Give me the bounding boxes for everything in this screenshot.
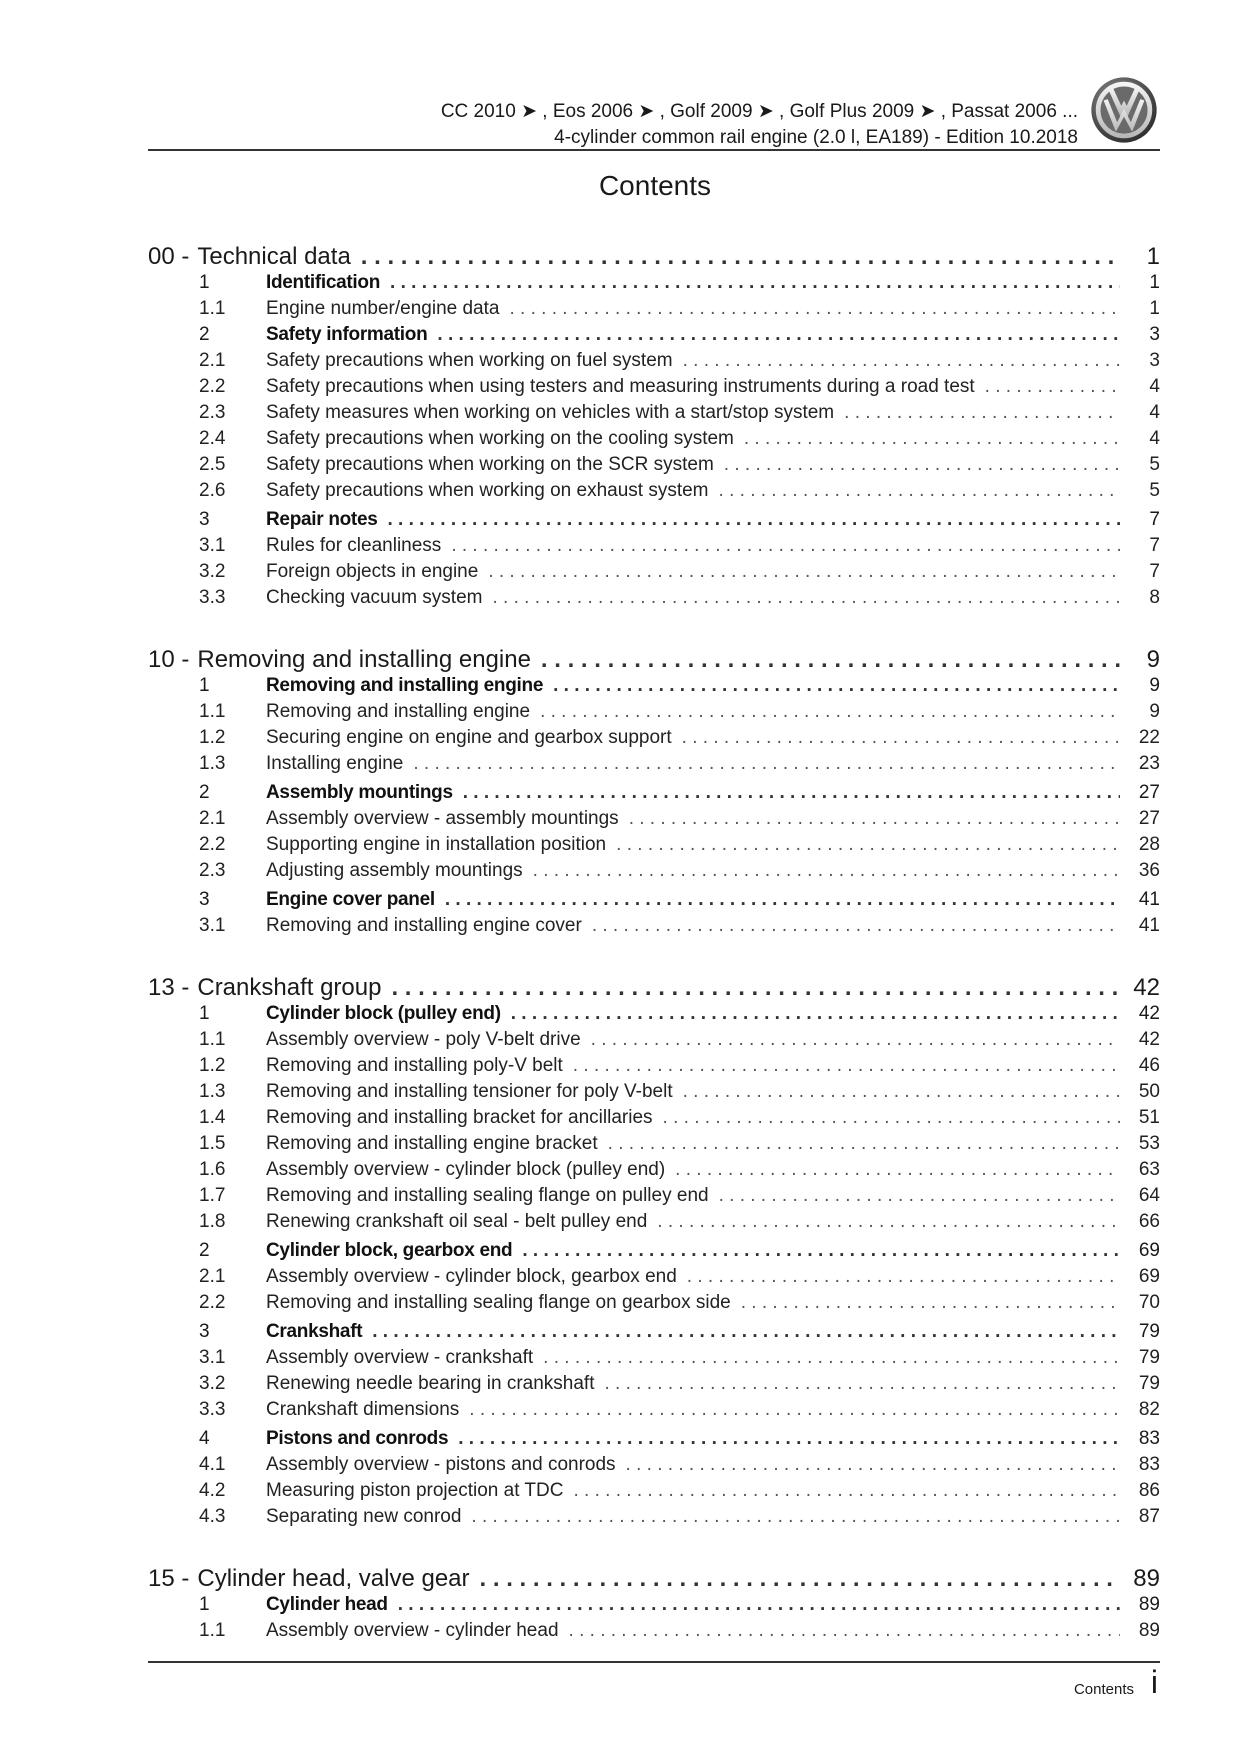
toc-page-number: 42 [1133, 974, 1160, 1001]
vw-logo-icon [1090, 76, 1158, 144]
toc-number: 2.2 [199, 1292, 226, 1313]
toc-entry-sub[interactable] [148, 428, 1160, 454]
toc-title: Securing engine on engine and gearbox support [266, 727, 672, 748]
toc-entry-sub[interactable] [148, 1399, 1160, 1425]
toc-entry-section[interactable] [148, 1321, 1160, 1347]
footer-label: Contents [1073, 1681, 1134, 1698]
toc-entry-sub[interactable] [148, 808, 1160, 834]
header-edition: 4-cylinder common rail engine (2.0 l, EA189) - Edition 10.2018 [554, 127, 1078, 148]
toc-number: 4.2 [199, 1480, 226, 1501]
toc-number: 00 - [148, 243, 190, 270]
toc-page-number: 3 [1149, 350, 1160, 371]
toc-page-number: 5 [1149, 480, 1160, 501]
toc-title: Adjusting assembly mountings [266, 860, 523, 881]
toc-page-number: 41 [1138, 889, 1160, 910]
toc-page-number: 42 [1138, 1003, 1160, 1024]
toc-title: Renewing crankshaft oil seal - belt pulley end [266, 1211, 648, 1232]
toc-title: Safety measures when working on vehicles with a start/stop system [266, 402, 835, 423]
toc-entry-sub[interactable] [148, 561, 1160, 587]
toc-page-number: 79 [1138, 1321, 1160, 1342]
dot-leader [591, 1029, 1120, 1051]
dot-leader [719, 1185, 1120, 1207]
toc-number: 3.1 [199, 535, 226, 556]
toc-entry-sub[interactable] [148, 376, 1160, 402]
toc-number: 1.1 [199, 701, 226, 722]
toc-entry-sub[interactable] [148, 1029, 1160, 1055]
toc-title: Assembly overview - poly V-belt drive [266, 1029, 581, 1050]
toc-entry-section[interactable] [148, 509, 1160, 535]
page-title: Contents [598, 170, 712, 201]
toc-page-number: 8 [1149, 587, 1160, 608]
toc-page-number: 83 [1138, 1454, 1160, 1475]
toc-page-number: 4 [1149, 402, 1160, 423]
header-models: CC 2010 ➤ , Eos 2006 ➤ , Golf 2009 ➤ , Golf Plus 2009 ➤ , Passat 2006 ... [440, 101, 1078, 122]
toc-page-number: 5 [1149, 454, 1160, 475]
toc-page-number: 70 [1138, 1292, 1160, 1313]
dot-leader [388, 509, 1121, 531]
toc-number: 2 [199, 324, 210, 345]
toc-title: Renewing needle bearing in crankshaft [266, 1373, 595, 1394]
toc-entry-sub[interactable] [148, 1292, 1160, 1318]
toc-title: Crankshaft dimensions [266, 1399, 460, 1420]
toc-number: 3 [199, 889, 210, 910]
toc-entry-section[interactable] [148, 675, 1160, 701]
toc-number: 3.3 [199, 1399, 226, 1420]
dot-leader [413, 753, 1120, 775]
toc-number: 1.3 [199, 1081, 226, 1102]
dot-leader [390, 272, 1120, 294]
toc-page-number: 41 [1138, 915, 1160, 936]
toc-page-number: 87 [1138, 1506, 1160, 1527]
toc-entry-sub[interactable] [148, 1159, 1160, 1185]
toc-entry-chapter[interactable] [148, 1565, 1160, 1591]
toc-title: Assembly overview - assembly mountings [266, 808, 619, 829]
toc-entry-sub[interactable] [148, 915, 1160, 941]
toc-title: Technical data [197, 243, 351, 270]
toc-page-number: 36 [1138, 860, 1160, 881]
toc-page-number: 42 [1138, 1029, 1160, 1050]
toc-title: Installing engine [266, 753, 404, 774]
toc-entry-section[interactable] [148, 1594, 1160, 1620]
toc-entry-chapter[interactable] [148, 646, 1160, 672]
toc-title: Pistons and conrods [266, 1428, 449, 1449]
toc-number: 1.3 [199, 753, 226, 774]
toc-number: 2.1 [199, 808, 226, 829]
toc-page-number: 66 [1138, 1211, 1160, 1232]
toc-page-number: 9 [1146, 646, 1160, 673]
dot-leader [509, 298, 1120, 320]
toc-title: Cylinder block, gearbox end [266, 1240, 513, 1261]
dot-leader [682, 727, 1120, 749]
dot-leader [844, 402, 1120, 424]
toc-page-number: 3 [1149, 324, 1160, 345]
toc-page-number: 1 [1149, 298, 1160, 319]
toc-number: 3 [199, 1321, 210, 1342]
toc-number: 4.3 [199, 1506, 226, 1527]
toc-entry-sub[interactable] [148, 1107, 1160, 1133]
dot-leader [540, 701, 1120, 723]
toc-title: Safety precautions when working on the cooling system [266, 428, 734, 449]
dot-leader [361, 243, 1120, 271]
dot-leader [480, 1565, 1120, 1593]
toc-title: Safety precautions when working on exhaust system [266, 480, 709, 501]
toc-title: Cylinder block (pulley end) [266, 1003, 501, 1024]
dot-leader [445, 889, 1120, 911]
dot-leader [592, 915, 1120, 937]
toc-number: 13 - [148, 974, 190, 1001]
toc-number: 2.6 [199, 480, 226, 501]
toc-title: Safety precautions when working on the SCR system [266, 454, 714, 475]
toc-page-number: 51 [1138, 1107, 1160, 1128]
dot-leader [492, 587, 1120, 609]
toc-entry-chapter[interactable] [148, 974, 1160, 1000]
dot-leader [744, 428, 1120, 450]
toc-entry-section[interactable] [148, 1240, 1160, 1266]
toc-entry-sub[interactable] [148, 1620, 1160, 1646]
dot-leader [463, 782, 1120, 804]
toc-title: Safety precautions when working on fuel system [266, 350, 673, 371]
toc-number: 3.2 [199, 561, 226, 582]
dot-leader [616, 834, 1120, 856]
dot-leader [683, 1081, 1120, 1103]
toc-page-number: 27 [1138, 808, 1160, 829]
dot-leader [391, 974, 1119, 1002]
toc-title: Assembly overview - crankshaft [266, 1347, 534, 1368]
toc-number: 1 [199, 272, 210, 293]
toc-page-number: 79 [1138, 1347, 1160, 1368]
toc-number: 2.2 [199, 376, 226, 397]
toc-number: 4 [199, 1428, 210, 1449]
toc-number: 3 [199, 509, 210, 530]
toc-number: 3.1 [199, 915, 226, 936]
toc-entry-chapter[interactable] [148, 243, 1160, 269]
toc-entry-sub[interactable] [148, 834, 1160, 860]
toc-number: 3.3 [199, 587, 226, 608]
toc-title: Safety information [266, 324, 428, 345]
dot-leader [608, 1133, 1120, 1155]
toc-title: Removing and installing bracket for ancillaries [266, 1107, 653, 1128]
toc-number: 1.1 [199, 1029, 226, 1050]
toc-entry-sub[interactable] [148, 350, 1160, 376]
dot-leader [469, 1399, 1120, 1421]
toc-number: 4.1 [199, 1454, 226, 1475]
toc-number: 1 [199, 1003, 210, 1024]
dot-leader [488, 561, 1120, 583]
toc-title: Cylinder head, valve gear [197, 1565, 470, 1592]
toc-page-number: 89 [1138, 1620, 1160, 1641]
toc-entry-sub[interactable] [148, 1373, 1160, 1399]
toc-page-number: 79 [1138, 1373, 1160, 1394]
toc-entry-sub[interactable] [148, 1133, 1160, 1159]
toc-title: Checking vacuum system [266, 587, 483, 608]
toc-title: Crankshaft group [197, 974, 382, 1001]
dot-leader [657, 1211, 1120, 1233]
toc-entry-section[interactable] [148, 782, 1160, 808]
toc-title: Supporting engine in installation position [266, 834, 607, 855]
toc-number: 2.5 [199, 454, 226, 475]
toc-number: 1.8 [199, 1211, 226, 1232]
toc-entry-sub[interactable] [148, 454, 1160, 480]
dot-leader [437, 324, 1120, 346]
dot-leader [511, 1003, 1120, 1025]
toc-entry-section[interactable] [148, 272, 1160, 298]
toc-page-number: 4 [1149, 428, 1160, 449]
toc-page-number: 86 [1138, 1480, 1160, 1501]
toc-page-number: 63 [1138, 1159, 1160, 1180]
toc-entry-sub[interactable] [148, 860, 1160, 886]
dot-leader [663, 1107, 1120, 1129]
dot-leader [573, 1480, 1120, 1502]
toc-entry-sub[interactable] [148, 480, 1160, 506]
toc-page-number: 50 [1138, 1081, 1160, 1102]
toc-title: Safety precautions when using testers and measuring instruments during a road test [266, 376, 975, 397]
toc-page-number: 27 [1138, 782, 1160, 803]
toc-entry-sub[interactable] [148, 587, 1160, 613]
toc-number: 1.6 [199, 1159, 226, 1180]
toc-title: Assembly overview - cylinder block, gearbox end [266, 1266, 677, 1287]
toc-title: Repair notes [266, 509, 378, 530]
toc-title: Assembly overview - pistons and conrods [266, 1454, 616, 1475]
dot-leader [683, 350, 1120, 372]
toc-title: Crankshaft [266, 1321, 363, 1342]
toc-number: 1.5 [199, 1133, 226, 1154]
toc-page-number: 83 [1138, 1428, 1160, 1449]
toc-page-number: 82 [1138, 1399, 1160, 1420]
toc-number: 1 [199, 675, 210, 696]
toc-page-number: 53 [1138, 1133, 1160, 1154]
dot-leader [687, 1266, 1120, 1288]
toc-page-number: 9 [1149, 675, 1160, 696]
toc-number: 1.2 [199, 1055, 226, 1076]
toc-title: Assembly overview - cylinder block (pulley end) [266, 1159, 666, 1180]
dot-leader [522, 1240, 1120, 1262]
toc-entry-sub[interactable] [148, 1055, 1160, 1081]
dot-leader [471, 1506, 1120, 1528]
toc-title: Removing and installing engine [266, 701, 531, 722]
toc-entry-sub[interactable] [148, 753, 1160, 779]
toc-entry-section[interactable] [148, 889, 1160, 915]
dot-leader [541, 646, 1120, 674]
toc-entry-section[interactable] [148, 324, 1160, 350]
dot-leader [724, 454, 1120, 476]
toc-entry-sub[interactable] [148, 1081, 1160, 1107]
toc-title: Removing and installing engine cover [266, 915, 582, 936]
toc-entry-section[interactable] [148, 1428, 1160, 1454]
dot-leader [719, 480, 1120, 502]
toc-number: 2.1 [199, 350, 226, 371]
toc-title: Engine cover panel [266, 889, 435, 910]
toc-number: 10 - [148, 646, 190, 673]
toc-number: 1.1 [199, 298, 226, 319]
dot-leader [458, 1428, 1120, 1450]
toc-entry-sub[interactable] [148, 1185, 1160, 1211]
toc-page-number: 89 [1133, 1565, 1160, 1592]
footer-page-number: i [1150, 1664, 1158, 1700]
toc-title: Assembly overview - cylinder head [266, 1620, 559, 1641]
toc-page-number: 7 [1149, 561, 1160, 582]
toc-title: Identification [266, 272, 381, 293]
toc-number: 15 - [148, 1565, 190, 1592]
dot-leader [985, 376, 1120, 398]
toc-page-number: 22 [1138, 727, 1160, 748]
toc-page-number: 1 [1146, 243, 1160, 270]
toc-title: Removing and installing poly-V belt [266, 1055, 563, 1076]
toc-number: 2.3 [199, 860, 226, 881]
toc-page-number: 69 [1138, 1266, 1160, 1287]
toc-entry-sub[interactable] [148, 298, 1160, 324]
dot-leader [543, 1347, 1120, 1369]
toc-page-number: 1 [1149, 272, 1160, 293]
toc-title: Removing and installing engine [266, 675, 544, 696]
toc-title: Separating new conrod [266, 1506, 462, 1527]
toc-entry-sub[interactable] [148, 402, 1160, 428]
toc-number: 2 [199, 1240, 210, 1261]
toc-page-number: 46 [1138, 1055, 1160, 1076]
toc-number: 1.1 [199, 1620, 226, 1641]
toc-page-number: 23 [1138, 753, 1160, 774]
toc-entry-section[interactable] [148, 1003, 1160, 1029]
footer-rule [148, 1661, 1160, 1663]
toc-title: Removing and installing tensioner for poly V-belt [266, 1081, 673, 1102]
toc-entry-sub[interactable] [148, 1454, 1160, 1480]
toc-title: Removing and installing sealing flange on pulley end [266, 1185, 709, 1206]
toc-number: 2 [199, 782, 210, 803]
dot-leader [569, 1620, 1120, 1642]
dot-leader [398, 1594, 1120, 1616]
toc-number: 2.2 [199, 834, 226, 855]
toc-page-number: 4 [1149, 376, 1160, 397]
toc-title: Assembly mountings [266, 782, 453, 803]
dot-leader [741, 1292, 1120, 1314]
toc-page-number: 64 [1138, 1185, 1160, 1206]
toc-number: 1.4 [199, 1107, 226, 1128]
toc-entry-sub[interactable] [148, 1211, 1160, 1237]
toc-page-number: 28 [1138, 834, 1160, 855]
toc-title: Measuring piston projection at TDC [266, 1480, 564, 1501]
toc-number: 1.2 [199, 727, 226, 748]
toc-entry-sub[interactable] [148, 1347, 1160, 1373]
toc-entry-sub[interactable] [148, 1480, 1160, 1506]
toc-title: Removing and installing engine bracket [266, 1133, 598, 1154]
toc-page-number: 9 [1149, 701, 1160, 722]
dot-leader [626, 1454, 1120, 1476]
dot-leader [675, 1159, 1120, 1181]
toc-number: 2.3 [199, 402, 226, 423]
dot-leader [629, 808, 1120, 830]
toc-title: Rules for cleanliness [266, 535, 442, 556]
toc-title: Cylinder head [266, 1594, 388, 1615]
toc-entry-sub[interactable] [148, 535, 1160, 561]
dot-leader [533, 860, 1120, 882]
toc-title: Engine number/engine data [266, 298, 500, 319]
dot-leader [573, 1055, 1120, 1077]
toc-entry-sub[interactable] [148, 1506, 1160, 1532]
dot-leader [372, 1321, 1120, 1343]
toc-page-number: 69 [1138, 1240, 1160, 1261]
toc-page-number: 7 [1149, 535, 1160, 556]
toc-number: 1.7 [199, 1185, 226, 1206]
header-rule [148, 149, 1160, 151]
toc-number: 3.2 [199, 1373, 226, 1394]
toc-number: 3.1 [199, 1347, 226, 1368]
toc-title: Removing and installing sealing flange on gearbox side [266, 1292, 731, 1313]
dot-leader [553, 675, 1120, 697]
toc-page-number: 7 [1149, 509, 1160, 530]
toc-entry-sub[interactable] [148, 701, 1160, 727]
toc-number: 2.1 [199, 1266, 226, 1287]
dot-leader [605, 1373, 1121, 1395]
toc-title: Foreign objects in engine [266, 561, 479, 582]
toc-entry-sub[interactable] [148, 727, 1160, 753]
toc-entry-sub[interactable] [148, 1266, 1160, 1292]
dot-leader [451, 535, 1120, 557]
toc-number: 1 [199, 1594, 210, 1615]
toc-page-number: 89 [1138, 1594, 1160, 1615]
toc-title: Removing and installing engine [197, 646, 531, 673]
toc-number: 2.4 [199, 428, 226, 449]
